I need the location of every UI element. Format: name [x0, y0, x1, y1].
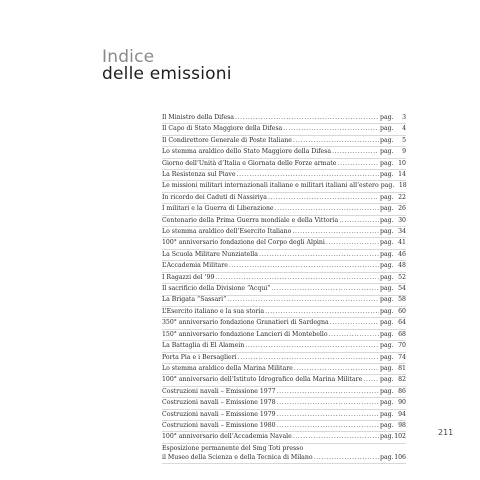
toc-page-number: 74 — [398, 353, 406, 361]
toc-leader-dots — [227, 294, 379, 305]
toc-leader-dots — [277, 420, 379, 431]
toc-page-label: pag. — [380, 193, 394, 201]
toc-entry-title: Costruzioni navali – Emissione 1979 — [162, 410, 276, 418]
toc-leader-dots — [277, 397, 379, 408]
toc-page-label: pag. — [380, 216, 394, 224]
toc-page-label: pag. — [380, 125, 394, 133]
table-of-contents — [162, 113, 406, 464]
toc-leader-dots — [265, 306, 379, 317]
toc-page-number: 18 — [398, 182, 407, 190]
toc-page-number: 54 — [398, 285, 406, 293]
toc-leader-dots — [277, 386, 379, 397]
toc-page-number: 22 — [398, 193, 406, 201]
toc-page-label: pag. — [380, 228, 394, 236]
toc-page-label: pag. — [380, 353, 394, 361]
toc-page-label: pag. — [380, 433, 394, 441]
toc-leader-dots — [339, 215, 379, 226]
toc-entry-title: 350° anniversario fondazione Granatieri di Sardegna — [162, 319, 329, 327]
toc-entry-title: Centenario della Prima Guerra mondiale e della Vittoria — [162, 216, 339, 224]
toc-entry-title: Lo stemma araldico dell’Esercito Italiano — [162, 228, 292, 236]
toc-page-number: 90 — [398, 399, 406, 407]
toc-page-number: 3 — [402, 113, 406, 121]
toc-entry-title: Porta Pia e i Bersaglieri — [162, 353, 237, 361]
toc-entry — [162, 432, 406, 443]
toc-page-label: pag. — [380, 273, 394, 281]
toc-leader-dots — [237, 169, 379, 180]
toc-page-label: pag. — [380, 453, 394, 461]
toc-leader-dots — [294, 363, 379, 374]
toc-entry-title: I Ragazzi del ’99 — [162, 273, 215, 281]
toc-page-number: 5 — [402, 136, 406, 144]
toc-entry-title: In ricordo dei Caduti di Nassiriya — [162, 193, 267, 201]
toc-entry-title: Costruzioni navali – Emissione 1978 — [162, 399, 276, 407]
toc-page-number: 102 — [394, 433, 406, 441]
toc-entry-title-line1: Esposizione permanente del Smg Toti presso — [162, 444, 304, 452]
toc-page-number: 82 — [398, 376, 406, 384]
toc-page-number: 14 — [398, 171, 406, 179]
toc-leader-dots — [277, 409, 379, 420]
toc-page-label: pag. — [380, 148, 394, 156]
toc-page-label: pag. — [380, 319, 394, 327]
toc-page-label: pag. — [380, 330, 394, 338]
toc-entry-title: Le missioni militari internazionali italiane e militari italiani all’estero — [162, 182, 379, 190]
toc-page-number: 70 — [398, 342, 406, 350]
toc-leader-dots — [329, 329, 379, 340]
toc-page-number: 68 — [398, 330, 406, 338]
toc-page-number: 26 — [398, 205, 406, 213]
page-title-line1: Indice — [102, 47, 155, 67]
toc-leader-dots — [268, 192, 379, 203]
toc-page-label: pag. — [380, 239, 394, 247]
toc-entry-title: 100° anniversario dell’Accademia Navale — [162, 433, 292, 441]
toc-leader-dots — [283, 123, 379, 134]
toc-page-label: pag. — [380, 136, 394, 144]
toc-page-label: pag. — [380, 285, 394, 293]
toc-page-label: pag. — [380, 342, 394, 350]
toc-entry-title: La Resistenza sul Piave — [162, 171, 236, 179]
toc-leader-dots — [245, 340, 379, 351]
toc-leader-dots — [326, 237, 379, 248]
toc-entry-title: Il Ministro della Difesa — [162, 113, 234, 121]
toc-entry-title: 150° anniversario fondazione Lancieri di Montebello — [162, 330, 328, 338]
toc-page-label: pag. — [380, 250, 394, 258]
toc-page-number: 81 — [398, 364, 406, 372]
toc-page-label: pag. — [380, 410, 394, 418]
page-title-line2: delle emissioni — [102, 64, 232, 84]
toc-leader-dots — [332, 146, 379, 157]
toc-page-number: 58 — [398, 296, 406, 304]
toc-page-label: pag. — [380, 376, 394, 384]
toc-page-label: pag. — [380, 262, 394, 270]
toc-page-label: pag. — [380, 159, 394, 167]
toc-leader-dots — [293, 431, 379, 442]
toc-page-number: 34 — [398, 228, 406, 236]
toc-entry-title: L’Accademia Militare — [162, 262, 228, 270]
toc-leader-dots — [337, 158, 379, 169]
toc-page-number: 94 — [398, 410, 406, 418]
toc-page-number: 41 — [398, 239, 406, 247]
toc-page-number: 60 — [398, 307, 406, 315]
toc-page-label: pag. — [380, 387, 394, 395]
toc-leader-dots — [238, 352, 379, 363]
toc-leader-dots — [271, 283, 379, 294]
toc-page-number: 9 — [402, 148, 406, 156]
toc-entry-title: I militari e la Guerra di Liberazione — [162, 205, 274, 213]
toc-page-label: pag. — [380, 205, 394, 213]
toc-entry-title: 100° anniversario fondazione del Corpo degli Alpini — [162, 239, 325, 247]
toc-entry-title: Lo stemma araldico della Marina Militare — [162, 364, 293, 372]
toc-page-label: pag. — [380, 171, 394, 179]
toc-entry-title: Giorno dell’Unità d’Italia e Giornata delle Forze armate — [162, 159, 337, 167]
toc-entry-title-line2: il Museo della Scienza e della Tecnica di Milano — [162, 453, 313, 461]
toc-leader-dots — [275, 203, 379, 214]
toc-page-label: pag. — [380, 421, 394, 429]
toc-entry — [162, 444, 406, 464]
toc-page-number: 106 — [394, 453, 406, 461]
toc-page-number: 98 — [398, 421, 406, 429]
toc-page-label: pag. — [380, 307, 394, 315]
toc-entry-title: Lo stemma araldico dello Stato Maggiore della Difesa — [162, 148, 332, 156]
toc-entry-title: Il Condirettore Generale di Poste Italiane — [162, 136, 292, 144]
toc-page-number: 86 — [398, 387, 406, 395]
toc-leader-dots — [363, 374, 379, 385]
toc-page-number: 46 — [398, 250, 406, 258]
toc-leader-dots — [215, 272, 379, 283]
toc-leader-dots — [229, 260, 379, 271]
toc-entry-title: Il sacrificio della Divisione “Acqui” — [162, 285, 271, 293]
toc-leader-dots — [259, 249, 379, 260]
toc-page-label: pag. — [380, 113, 394, 121]
toc-entry-title: Costruzioni navali – Emissione 1980 — [162, 421, 276, 429]
toc-entry-title: 100° anniversario dell’Istituto Idrografico della Marina Militare — [162, 376, 363, 384]
toc-leader-dots — [292, 226, 379, 237]
toc-leader-dots — [330, 317, 379, 328]
toc-page-number: 30 — [398, 216, 406, 224]
toc-page-number: 10 — [398, 159, 406, 167]
toc-entry-title: L’Esercito italiano e la sua storia — [162, 307, 265, 315]
toc-page-number: 52 — [398, 273, 406, 281]
toc-page-label: pag. — [380, 399, 394, 407]
toc-page-label: pag. — [380, 364, 394, 372]
toc-entry-title: La Battaglia di El Alamein — [162, 342, 245, 350]
toc-entry-title: La Scuola Militare Nunziatella — [162, 250, 258, 258]
toc-entry-title: Il Capo di Stato Maggiore della Difesa — [162, 125, 283, 133]
toc-entry-title: La Brigata “Sassari” — [162, 296, 227, 304]
toc-page-number: 48 — [398, 262, 406, 270]
toc-leader-dots — [293, 135, 379, 146]
toc-page-label: pag. — [380, 182, 395, 190]
toc-entry-title: Costruzioni navali – Emissione 1977 — [162, 387, 276, 395]
toc-page-label: pag. — [380, 296, 394, 304]
toc-leader-dots — [235, 112, 379, 123]
toc-page-number: 64 — [398, 319, 406, 327]
toc-leader-dots — [314, 453, 379, 462]
page-number: 211 — [438, 428, 454, 437]
toc-page-number: 4 — [402, 125, 406, 133]
